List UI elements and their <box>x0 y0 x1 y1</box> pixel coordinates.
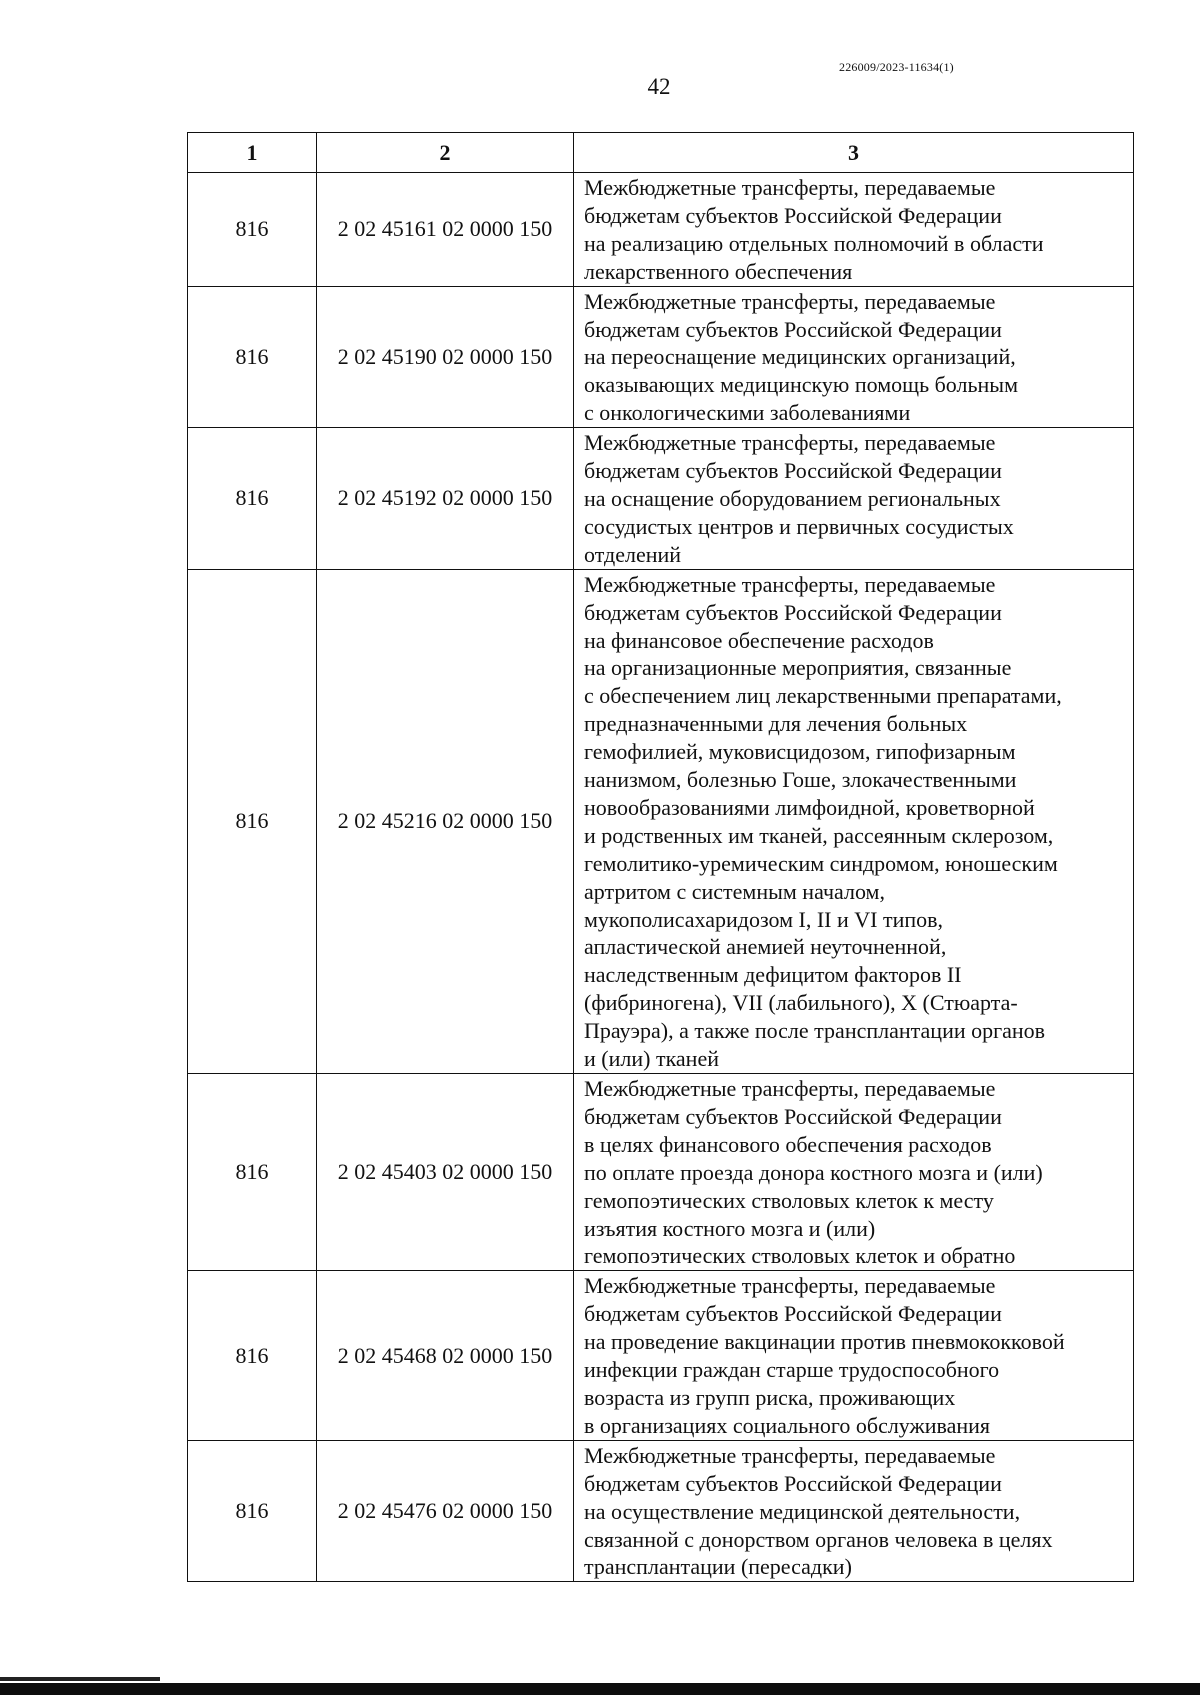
description-line: оказывающих медицинскую помощь больным <box>584 372 1019 398</box>
table-row <box>188 428 1134 570</box>
column-header-3: 3 <box>574 133 1134 173</box>
description-line: (фибриногена), VII (лабильного), X (Стюарта- <box>584 990 1018 1016</box>
budget-classification-code-cell: 2 02 45216 02 0000 150 <box>317 569 574 1073</box>
column-header-2: 2 <box>317 133 574 173</box>
description-line: в организациях социального обслуживания <box>584 1412 991 1438</box>
table-row <box>188 173 1134 287</box>
description-line: Прауэра), а также после трансплантации органов <box>584 1018 1046 1044</box>
budget-classification-code-cell: 2 02 45192 02 0000 150 <box>317 428 574 570</box>
description-line: и (или) тканей <box>584 1046 719 1072</box>
scan-bottom-bar <box>0 1683 1200 1695</box>
description-line: бюджетам субъектов Российской Федерации <box>584 1470 1002 1496</box>
table-row <box>188 1271 1134 1440</box>
description-line: гемопоэтических стволовых клеток и обратно <box>584 1243 1016 1269</box>
description-line: и родственных им тканей, рассеянным склерозом, <box>584 822 1054 848</box>
admin-code-cell: 816 <box>188 1074 317 1271</box>
description-cell <box>574 173 1134 287</box>
description-line: апластической анемией неуточненной, <box>584 934 947 960</box>
description-line: на организационные мероприятия, связанные <box>584 655 1012 681</box>
table-row <box>188 569 1134 1073</box>
description-line: бюджетам субъектов Российской Федерации <box>584 202 1002 228</box>
description-cell <box>574 569 1134 1073</box>
admin-code-cell: 816 <box>188 286 317 428</box>
description-line: предназначенными для лечения больных <box>584 711 968 737</box>
admin-code-cell: 816 <box>188 1440 317 1582</box>
admin-code-cell: 816 <box>188 1271 317 1440</box>
description-cell <box>574 1440 1134 1582</box>
description-line: на оснащение оборудованием региональных <box>584 485 1001 511</box>
description-line: возраста из групп риска, проживающих <box>584 1384 956 1410</box>
description-line: на реализацию отдельных полномочий в области <box>584 230 1044 256</box>
description-cell <box>574 1074 1134 1271</box>
description-line: по оплате проезда донора костного мозга и (или) <box>584 1159 1043 1185</box>
admin-code-cell: 816 <box>188 173 317 287</box>
description-line: трансплантации (пересадки) <box>584 1554 852 1580</box>
description-line: на осуществление медицинской деятельности, <box>584 1498 1021 1524</box>
admin-code-cell: 816 <box>188 428 317 570</box>
description-line: Межбюджетные трансферты, передаваемые <box>584 1273 996 1299</box>
table-body <box>188 173 1134 1582</box>
description-line: бюджетам субъектов Российской Федерации <box>584 316 1002 342</box>
admin-code-cell: 816 <box>188 569 317 1073</box>
description-line: артритом с системным началом, <box>584 878 885 904</box>
description-line: лекарственного обеспечения <box>584 258 853 284</box>
table-row <box>188 286 1134 428</box>
description-line: Межбюджетные трансферты, передаваемые <box>584 1076 996 1101</box>
budget-classification-code-cell: 2 02 45476 02 0000 150 <box>317 1440 574 1582</box>
table-row <box>188 1440 1134 1582</box>
description-cell <box>574 1271 1134 1440</box>
budget-classification-code-cell: 2 02 45403 02 0000 150 <box>317 1074 574 1271</box>
description-line: на проведение вакцинации против пневмококковой <box>584 1329 1065 1355</box>
budget-classification-code-cell: 2 02 45190 02 0000 150 <box>317 286 574 428</box>
column-header-1: 1 <box>188 133 317 173</box>
description-line: Межбюджетные трансферты, передаваемые <box>584 288 996 314</box>
description-line: на переоснащение медицинских организаций, <box>584 344 1016 370</box>
description-line: наследственным дефицитом факторов II <box>584 962 962 988</box>
description-line: бюджетам субъектов Российской Федерации <box>584 599 1002 625</box>
description-line: Межбюджетные трансферты, передаваемые <box>584 1442 996 1468</box>
description-line: бюджетам субъектов Российской Федерации <box>584 1301 1002 1327</box>
description-line: инфекции граждан старше трудоспособного <box>584 1357 1000 1383</box>
description-line: бюджетам субъектов Российской Федерации <box>584 1103 1002 1129</box>
description-line: Межбюджетные трансферты, передаваемые <box>584 571 996 597</box>
description-line: с обеспечением лиц лекарственными препаратами, <box>584 683 1062 709</box>
description-line: гемолитико-уремическим синдромом, юношеским <box>584 850 1058 876</box>
page-number: 42 <box>647 74 671 99</box>
description-line: изъятия костного мозга и (или) <box>584 1215 876 1241</box>
description-line: бюджетам субъектов Российской Федерации <box>584 458 1002 484</box>
table-row <box>188 1074 1134 1271</box>
description-line: новообразованиями лимфоидной, кроветворной <box>584 794 1035 820</box>
description-line: на финансовое обеспечение расходов <box>584 627 934 653</box>
description-line: с онкологическими заболеваниями <box>584 400 911 426</box>
description-line: гемофилией, муковисцидозом, гипофизарным <box>584 739 1016 765</box>
description-line: сосудистых центров и первичных сосудистых <box>584 513 1014 539</box>
document-id: 226009/2023-11634(1) <box>839 60 954 74</box>
description-line: связанной с донорством органов человека в целях <box>584 1526 1053 1552</box>
budget-classification-code-cell: 2 02 45161 02 0000 150 <box>317 173 574 287</box>
budget-classification-code-cell: 2 02 45468 02 0000 150 <box>317 1271 574 1440</box>
description-line: отделений <box>584 541 682 567</box>
description-line: нанизмом, болезнью Гоше, злокачественными <box>584 767 1017 793</box>
scan-edge-artifact <box>0 1677 160 1681</box>
description-cell <box>574 428 1134 570</box>
description-line: Межбюджетные трансферты, передаваемые <box>584 175 996 200</box>
description-line: в целях финансового обеспечения расходов <box>584 1131 992 1157</box>
description-line: гемопоэтических стволовых клеток к месту <box>584 1187 994 1213</box>
budget-codes-table <box>187 132 1134 1582</box>
description-line: мукополисахаридозом I, II и VI типов, <box>584 906 944 932</box>
description-line: Межбюджетные трансферты, передаваемые <box>584 430 996 456</box>
description-cell <box>574 286 1134 428</box>
table-header-row <box>188 133 1134 173</box>
